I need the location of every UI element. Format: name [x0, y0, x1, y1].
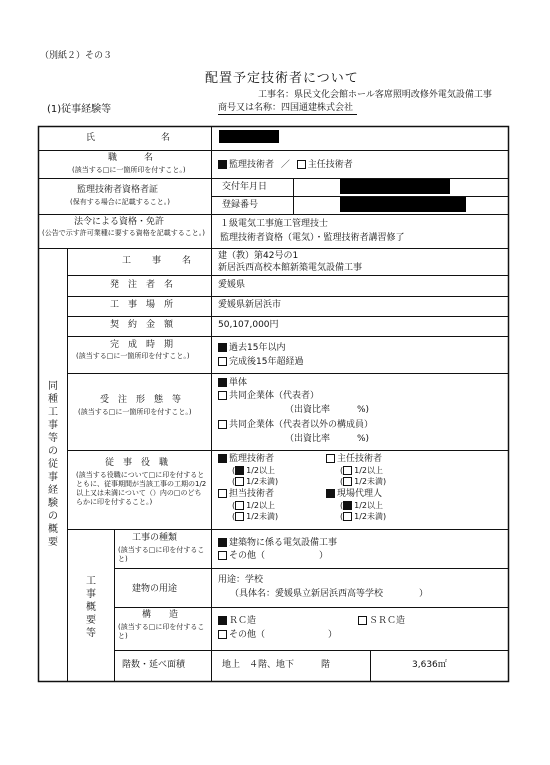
kind-label: 工事の種類 [132, 533, 178, 543]
project-name: 県民文化会館ホール客席照明改修外電気設備工事 [294, 90, 492, 100]
role-shunin-checkbox[interactable] [326, 454, 335, 463]
redacted-registration-number [340, 197, 466, 212]
license-line1: １級電気工事施工管理技士 [220, 219, 329, 229]
form-jv1-checkbox[interactable] [218, 391, 227, 400]
project-label: 工事名： [258, 90, 295, 100]
kind-other-checkbox[interactable] [218, 551, 227, 560]
area-value: 3,636㎡ [412, 660, 447, 670]
form-single [218, 378, 247, 389]
period-recent-label: 過去15年以内 [229, 343, 286, 353]
redacted-issue-date [340, 179, 450, 194]
role-kanri [218, 454, 274, 465]
period-note: (該当する□に一箇所印を付すこと。) [76, 352, 190, 360]
form-jv2-label: 共同企業体（代表者以外の構成員） [229, 420, 374, 430]
option-kanri: 監理技術者 [229, 160, 275, 170]
amount-value: 50,107,000円 [218, 320, 279, 330]
section-heading: (1)従事経験等 [47, 104, 112, 115]
kanri-under-label: 1/2未満 [246, 477, 275, 486]
struct-rc-checkbox[interactable] [218, 616, 227, 625]
experience-side-label: 同種工事等の従事経験の概要 [48, 381, 58, 548]
period-old-label: 完成後15年超経過 [229, 357, 304, 367]
shunin-checkbox[interactable] [297, 160, 306, 169]
struct-src [358, 616, 405, 627]
genba-under-checkbox[interactable] [343, 512, 352, 521]
role-shunin [326, 454, 382, 465]
client-value: 愛媛県 [218, 280, 246, 290]
role-kanri-over: ( 1/2以上 [232, 466, 275, 475]
amount-label: 契 約 金 額 [110, 320, 174, 330]
site-value: 愛媛県新居浜市 [218, 300, 282, 310]
form-single-label: 単体 [229, 378, 248, 388]
role-tanto-label: 担当技術者 [229, 489, 275, 499]
use-line1: 用途：学校 [218, 575, 264, 585]
option-shunin: 主任技術者 [307, 160, 353, 170]
form-note: (該当する□に一箇所印を付すこと。) [78, 408, 192, 416]
annex-label: （別紙２）その３ [40, 51, 113, 61]
cert-issue-label: 交付年月日 [222, 182, 268, 192]
kanri-checkbox[interactable] [218, 160, 227, 169]
role-genba-checkbox[interactable] [326, 489, 335, 498]
cert-reg-label: 登録番号 [222, 200, 259, 210]
form-single-checkbox[interactable] [218, 378, 227, 387]
period-label: 完 成 時 期 [110, 340, 174, 350]
kanri-under-checkbox[interactable] [235, 477, 244, 486]
struct-other [218, 630, 337, 641]
cert-note: (保有する場合に記載すること。) [70, 198, 170, 206]
use-line2: （具体名：愛媛県立新居浜西高等学校 ） [230, 589, 429, 599]
role-tanto-checkbox[interactable] [218, 489, 227, 498]
form-jv2 [218, 420, 373, 431]
position-note: (該当する□に一箇所印を付すこと。) [72, 166, 186, 174]
kanri-over-checkbox[interactable] [235, 466, 244, 475]
role-shunin-under: ( 1/2未満) [340, 477, 387, 486]
outline-side-label: 工事概要等 [86, 576, 96, 639]
work-name-line2: 新居浜西高校本館新築電気設備工事 [218, 263, 363, 273]
tanto-under-checkbox[interactable] [235, 512, 244, 521]
work-name-line1: 建（教）第42号の1 [218, 251, 299, 261]
tanto-under-label: 1/2未満 [246, 512, 275, 521]
kind-option-1 [218, 538, 337, 549]
position-options [218, 160, 353, 171]
struct-note: (該当する□に印を付すること) [118, 623, 205, 640]
role-genba-label: 現場代理人 [337, 489, 383, 499]
period-recent-checkbox[interactable] [218, 343, 227, 352]
form-jv1-label: 共同企業体（代表者） [229, 391, 320, 401]
cert-label: 監理技術者資格者証 [77, 185, 159, 195]
struct-rc-label: ＲＣ造 [229, 616, 257, 626]
shunin-over-checkbox[interactable] [343, 466, 352, 475]
kanri-over-label: 1/2以上 [246, 466, 275, 475]
role-label: 従 事 役 職 [105, 458, 169, 468]
struct-src-checkbox[interactable] [358, 616, 367, 625]
position-label: 職 名 [108, 153, 154, 163]
form-jv2-checkbox[interactable] [218, 420, 227, 429]
kind-building-label: 建築物に係る電気設備工事 [229, 538, 338, 548]
period-option-2 [218, 357, 303, 368]
page-title: 配置予定技術者について [205, 71, 359, 86]
struct-other-checkbox[interactable] [218, 630, 227, 639]
form-jv1 [218, 391, 319, 402]
role-kanri-checkbox[interactable] [218, 454, 227, 463]
period-old-checkbox[interactable] [218, 357, 227, 366]
tanto-over-checkbox[interactable] [235, 501, 244, 510]
genba-under-label: 1/2未満 [354, 512, 383, 521]
shunin-under-checkbox[interactable] [343, 477, 352, 486]
shunin-over-label: 1/2以上 [354, 466, 383, 475]
client-label: 発 注 者 名 [110, 280, 174, 290]
struct-rc [218, 616, 256, 627]
kind-note: (該当する□に印を付すること) [118, 546, 205, 563]
site-label: 工 事 場 所 [110, 300, 174, 310]
role-genba [326, 489, 382, 500]
company-name: 四国通建株式会社 [281, 103, 354, 113]
role-note: (該当する役職について□に印を付するとともに、従事期間が当該工事の工期の1/2以上又は未満について（）内の□のどちらかに印を付すること。) [76, 471, 207, 506]
kind-other-label: その他（ ） [229, 551, 329, 561]
role-kanri-under: ( 1/2未満) [232, 477, 279, 486]
genba-over-label: 1/2以上 [354, 501, 383, 510]
form-label: 受 注 形 態 等 [100, 395, 182, 405]
redacted-name [219, 130, 279, 143]
work-name-label: 工 事 名 [122, 256, 198, 266]
role-tanto [218, 489, 274, 500]
struct-src-label: ＳＲＣ造 [369, 616, 406, 626]
form-jv1-ratio: （出資比率 %) [285, 405, 370, 415]
name-label: 氏 名 [86, 133, 177, 143]
role-shunin-over: ( 1/2以上 [340, 466, 383, 475]
role-genba-under: ( 1/2未満) [340, 512, 387, 521]
floors-label: 階数・延べ面積 [122, 660, 186, 670]
kind-building-checkbox[interactable] [218, 538, 227, 547]
company-label: 商号又は名称： [218, 103, 282, 113]
position-separator: ／ [280, 160, 290, 170]
genba-over-checkbox[interactable] [343, 501, 352, 510]
role-tanto-under: ( 1/2未満) [232, 512, 279, 521]
role-kanri-label: 監理技術者 [229, 454, 275, 464]
struct-label: 構 造 [142, 610, 179, 620]
license-label: 法令による資格・免許 [74, 217, 165, 227]
role-genba-over: ( 1/2以上 [340, 501, 383, 510]
license-note: (公告で示す許可業種に要する資格を記載すること。) [42, 229, 205, 237]
use-label: 建物の用途 [132, 584, 178, 594]
form-jv2-ratio: （出資比率 %) [285, 434, 370, 444]
tanto-over-label: 1/2以上 [246, 501, 275, 510]
period-option-1 [218, 343, 285, 354]
role-shunin-label: 主任技術者 [337, 454, 383, 464]
struct-other-label: その他（ ） [229, 630, 338, 640]
role-tanto-over: ( 1/2以上 [232, 501, 275, 510]
license-line2: 監理技術者資格（電気）・監理技術者講習修了 [220, 233, 405, 243]
kind-option-2 [218, 551, 328, 562]
shunin-under-label: 1/2未満 [354, 477, 383, 486]
floors-value: 地上 ４階、地下 階 [222, 660, 331, 670]
